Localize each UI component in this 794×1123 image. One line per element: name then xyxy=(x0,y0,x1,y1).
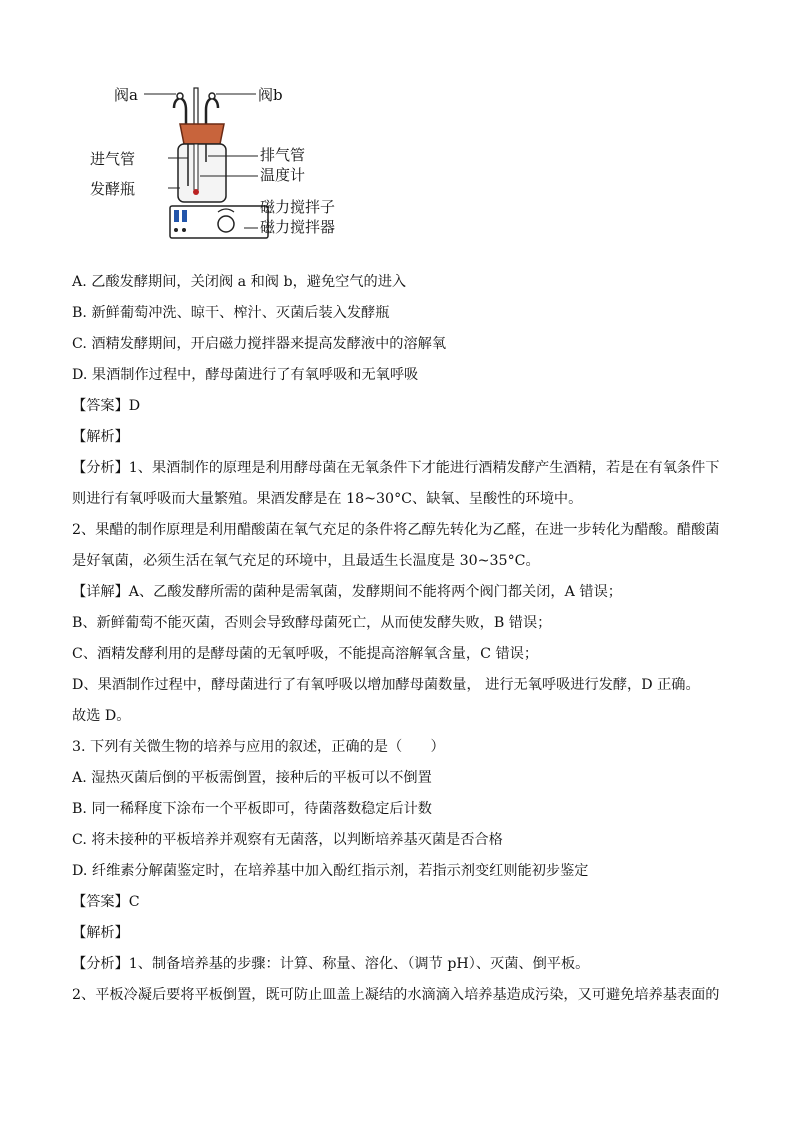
stir-bar-label: 磁力搅拌子 xyxy=(260,198,336,216)
analysis-line: 【分析】1、果酒制作的原理是利用酵母菌在无氧条件下才能进行酒精发酵产生酒精，若是在有氧条件下 xyxy=(72,460,720,476)
q3-analysis-line: 2、平板冷凝后要将平板倒置，既可防止皿盖上凝结的水滴滴入培养基造成污染，又可避免培养基表面的 xyxy=(72,987,720,1003)
stirrer-label: 磁力搅拌器 xyxy=(260,218,336,236)
detail-line: 【详解】A、乙酸发酵所需的菌种是需氧菌，发酵期间不能将两个阀门都关闭，A 错误； xyxy=(72,584,622,600)
q3-analysis-line: 【分析】1、制备培养基的步骤：计算、称量、溶化、（调节 pH）、灭菌、倒平板。 xyxy=(72,956,590,972)
q3-option-d: D. 纤维素分解菌鉴定时，在培养基中加入酚红指示剂，若指示剂变红则能初步鉴定 xyxy=(72,863,589,879)
analysis-line: 是好氧菌，必须生活在氧气充足的环境中，且最适生长温度是 30~35°C。 xyxy=(72,553,540,569)
bottle-label: 发酵瓶 xyxy=(90,180,136,198)
fermentation-apparatus-figure xyxy=(90,82,348,242)
detail-line: B、新鲜葡萄不能灭菌，否则会导致酵母菌死亡，从而使发酵失败，B 错误； xyxy=(72,615,552,631)
option-d: D. 果酒制作过程中，酵母菌进行了有氧呼吸和无氧呼吸 xyxy=(72,367,419,383)
answer-line: 【答案】D xyxy=(72,398,141,414)
valve-a-label: 阀a xyxy=(114,86,138,104)
q3-option-c: C. 将未接种的平板培养并观察有无菌落，以判断培养基灭菌是否合格 xyxy=(72,832,503,848)
question-3: 3. 下列有关微生物的培养与应用的叙述，正确的是（ ） xyxy=(72,739,445,755)
analysis-line: 2、果醋的制作原理是利用醋酸菌在氧气充足的条件将乙醇先转化为乙醛，在进一步转化为醋酸。醋酸菌 xyxy=(72,522,720,538)
option-c: C. 酒精发酵期间，开启磁力搅拌器来提高发酵液中的溶解氧 xyxy=(72,336,447,352)
exhaust-pipe-label: 排气管 xyxy=(260,146,306,164)
valve-b-label: 阀b xyxy=(258,86,283,104)
detail-line: C、酒精发酵利用的是酵母菌的无氧呼吸，不能提高溶解氧含量，C 错误； xyxy=(72,646,539,662)
inlet-pipe-label: 进气管 xyxy=(90,150,136,168)
q3-analysis-heading: 【解析】 xyxy=(72,925,129,941)
thermometer-label: 温度计 xyxy=(260,166,306,184)
q3-option-b: B. 同一稀释度下涂布一个平板即可，待菌落数稳定后计数 xyxy=(72,801,432,817)
option-b: B. 新鲜葡萄冲洗、晾干、榨汁、灭菌后装入发酵瓶 xyxy=(72,305,390,321)
choice-line: 故选 D。 xyxy=(72,708,131,724)
q3-option-a: A. 湿热灭菌后倒的平板需倒置，接种后的平板可以不倒置 xyxy=(72,770,432,786)
analysis-heading: 【解析】 xyxy=(72,429,129,445)
detail-line: D、果酒制作过程中，酵母菌进行了有氧呼吸以增加酵母菌数量， 进行无氧呼吸进行发酵，D 正确。 xyxy=(72,677,700,693)
q3-answer-line: 【答案】C xyxy=(72,894,140,910)
analysis-line: 则进行有氧呼吸而大量繁殖。果酒发酵是在 18~30°C、缺氧、呈酸性的环境中。 xyxy=(72,491,583,507)
option-a: A. 乙酸发酵期间，关闭阀 a 和阀 b，避免空气的进入 xyxy=(72,274,407,290)
